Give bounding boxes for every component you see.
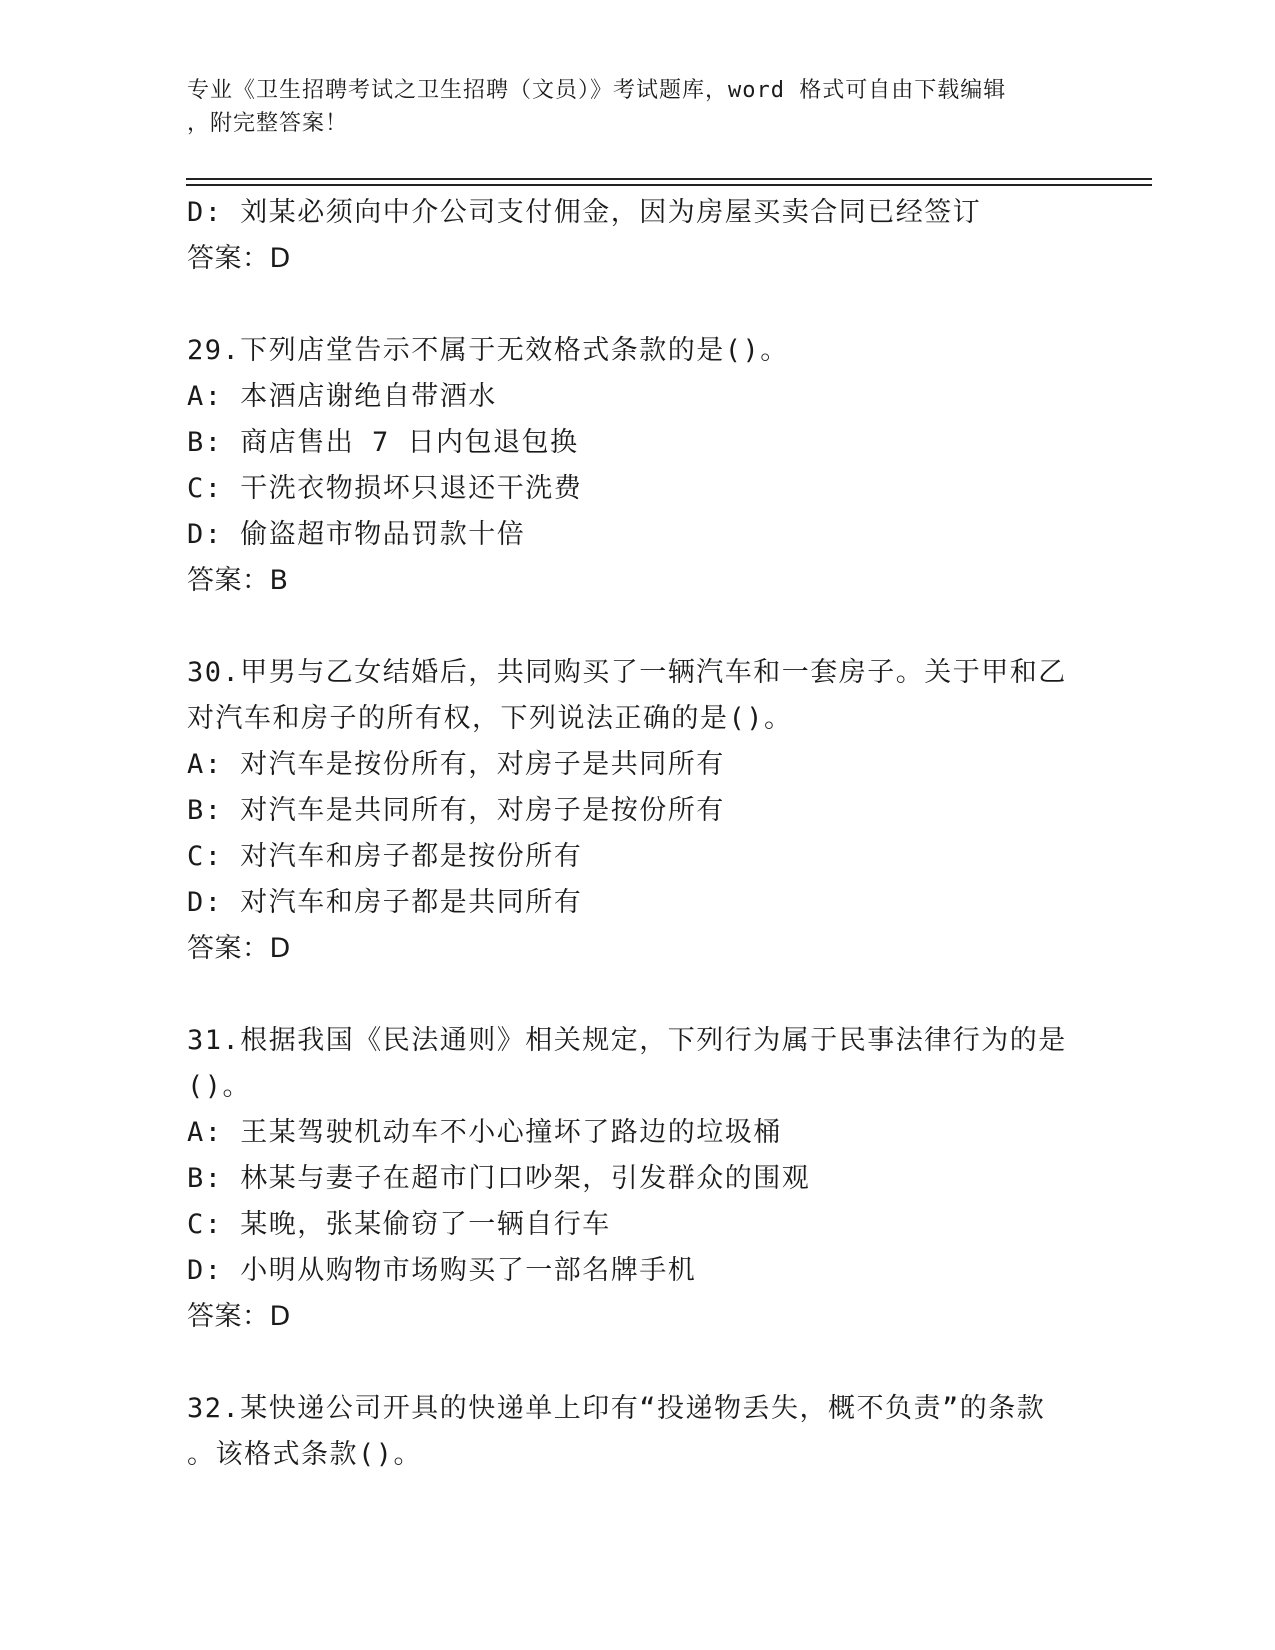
answer-text: 答案：D [187,933,291,964]
answer-text: 答案：D [187,1301,291,1332]
option-a: A: 王某驾驶机动车不小心撞坏了路边的垃圾桶 [187,1117,782,1148]
option-b: B: 商店售出 7 日内包退包换 [187,427,579,458]
question-28-tail [187,190,1117,282]
header-title-line-1: 专业《卫生招聘考试之卫生招聘（文员）》考试题库，word 格式可自由下载编辑 [187,78,1007,103]
question-stem-line-2: 对汽车和房子的所有权，下列说法正确的是()。 [187,703,793,734]
answer-text: 答案：D [187,243,291,274]
option-b: B: 林某与妻子在超市门口吵架，引发群众的围观 [187,1163,811,1194]
header-divider-top [186,178,1152,180]
header-title-line-2: ，附完整答案！ [187,111,349,136]
option-d: D: 刘某必须向中介公司支付佣金，因为房屋买卖合同已经签订 [187,197,982,228]
question-stem-line-1: 32.某快递公司开具的快递单上印有“投递物丢失，概不负责”的条款 [187,1393,1046,1424]
option-d: D: 小明从购物市场购买了一部名牌手机 [187,1255,697,1286]
spacer [187,972,1117,1018]
option-c: C: 干洗衣物损坏只退还干洗费 [187,473,583,504]
spacer [187,1340,1117,1386]
option-a: A: 本酒店谢绝自带酒水 [187,381,497,412]
option-b: B: 对汽车是共同所有，对房子是按份所有 [187,795,725,826]
option-d: D: 偷盗超市物品罚款十倍 [187,519,526,550]
header-divider-bottom [186,184,1152,186]
question-30 [187,650,1117,972]
option-a: A: 对汽车是按份所有，对房子是共同所有 [187,749,725,780]
spacer [187,282,1117,328]
question-stem-line-2: ()。 [187,1071,252,1102]
question-stem: 29.下列店堂告示不属于无效格式条款的是()。 [187,335,789,366]
option-c: C: 某晚，张某偷窃了一辆自行车 [187,1209,611,1240]
spacer [187,604,1117,650]
option-c: C: 对汽车和房子都是按份所有 [187,841,583,872]
option-d: D: 对汽车和房子都是共同所有 [187,887,583,918]
question-stem-line-1: 30.甲男与乙女结婚后，共同购买了一辆汽车和一套房子。关于甲和乙 [187,657,1067,688]
document-header [187,74,1087,140]
question-stem-line-1: 31.根据我国《民法通则》相关规定，下列行为属于民事法律行为的是 [187,1025,1067,1056]
question-31 [187,1018,1117,1340]
question-32 [187,1386,1117,1478]
answer-text: 答案：B [187,565,289,596]
question-list [187,190,1117,1478]
question-stem-line-2: 。该格式条款()。 [187,1439,423,1470]
question-29 [187,328,1117,604]
